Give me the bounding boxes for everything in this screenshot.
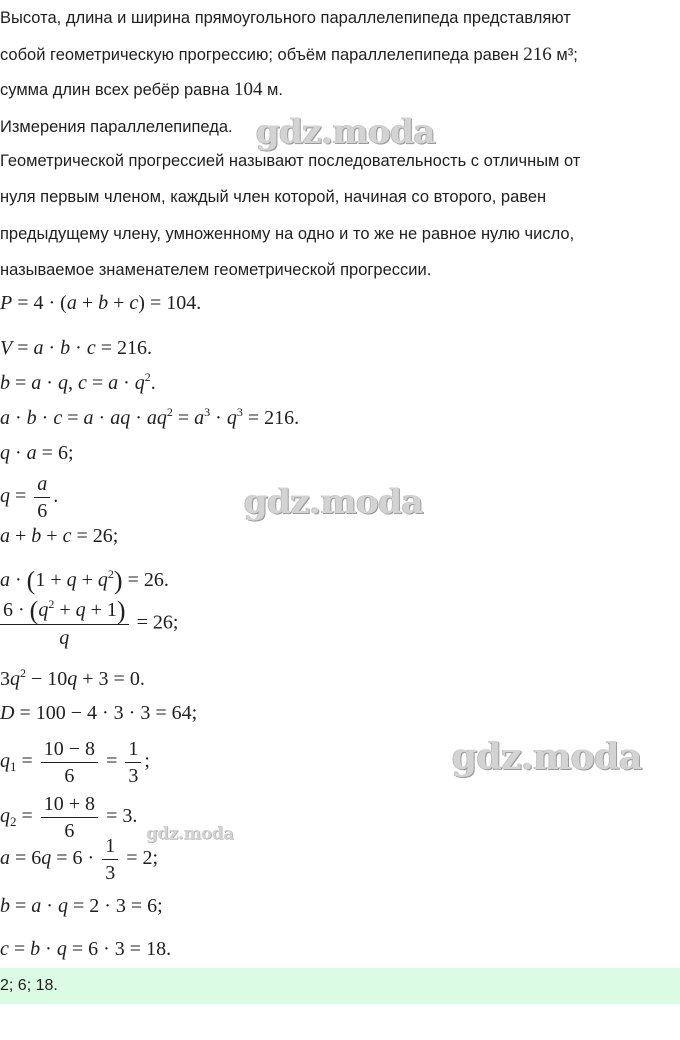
watermark: gdz.moda xyxy=(244,482,424,522)
formula-sum: a + b + c = 26; xyxy=(0,525,119,547)
formula-q1: $q_1$ = $\frac{10 - 8}{6}$ = $\frac{1}{3}$ ; xyxy=(0,738,150,787)
formula-perimeter: P = 4 · (a + b + c) = 104. xyxy=(0,292,202,314)
formula-q-fraction: q = $\frac{a}{6}$ . xyxy=(0,473,59,522)
definition-line-2: нуля первым членом, каждый член которой, начиная со второго, равен xyxy=(0,188,547,206)
watermark: gdz.moda xyxy=(452,736,642,778)
answer-box xyxy=(0,968,680,1004)
definition-line-3: предыдущему члену, умноженному на одно и то же не равное нулю число, xyxy=(0,225,575,243)
formula-c: c = b · q = 6 · 3 = 18. xyxy=(0,938,172,960)
formula-b: b = a · q = 2 · 3 = 6; xyxy=(0,895,163,917)
formula-q2: $q_2$ = $\frac{10 + 8}{6}$ = 3. xyxy=(0,793,138,842)
measure-heading: Измерения параллелепипеда. xyxy=(0,118,233,136)
definition-line-1: Геометрической прогрессией называют последовательность с отличным от xyxy=(0,152,581,170)
watermark: gdz.moda xyxy=(146,824,234,844)
formula-volume: V = a · b · c = 216. xyxy=(0,337,153,359)
problem-line-3: сумма длин всех ребёр равна 104 м. xyxy=(0,79,283,100)
formula-product: a · b · c = a · aq · $aq^2 = a^3 \cdot q^3 = 216$. xyxy=(0,405,300,429)
formula-quadratic: $3q^2 - 10q + 3 = 0$. xyxy=(0,666,145,690)
formula-substituted: $\frac{6 \cdot (q^2 + q + 1)}{q}$ = 26; xyxy=(0,598,178,650)
problem-line-1: Высота, длина и ширина прямоугольного параллелепипеда представляют xyxy=(0,9,571,27)
answer-text: 2; 6; 18. xyxy=(0,977,58,994)
problem-line-2: собой геометрическую прогрессию; объём параллелепипеда равен 216 м³; xyxy=(0,44,578,65)
formula-a: a = 6q = 6 · $\frac{1}{3}$ = 2; xyxy=(0,835,159,884)
formula-qa: q · a = 6; xyxy=(0,442,74,464)
formula-terms: b = a · q, $c = a \cdot q^2$. xyxy=(0,370,156,394)
definition-line-4: называемое знаменателем геометрической прогрессии. xyxy=(0,261,432,279)
watermark: gdz.moda xyxy=(256,112,436,152)
formula-factored: $a \cdot (1 + q + q^2) = 26$. xyxy=(0,566,169,595)
formula-discriminant: D = 100 − 4 · 3 · 3 = 64; xyxy=(0,702,198,724)
